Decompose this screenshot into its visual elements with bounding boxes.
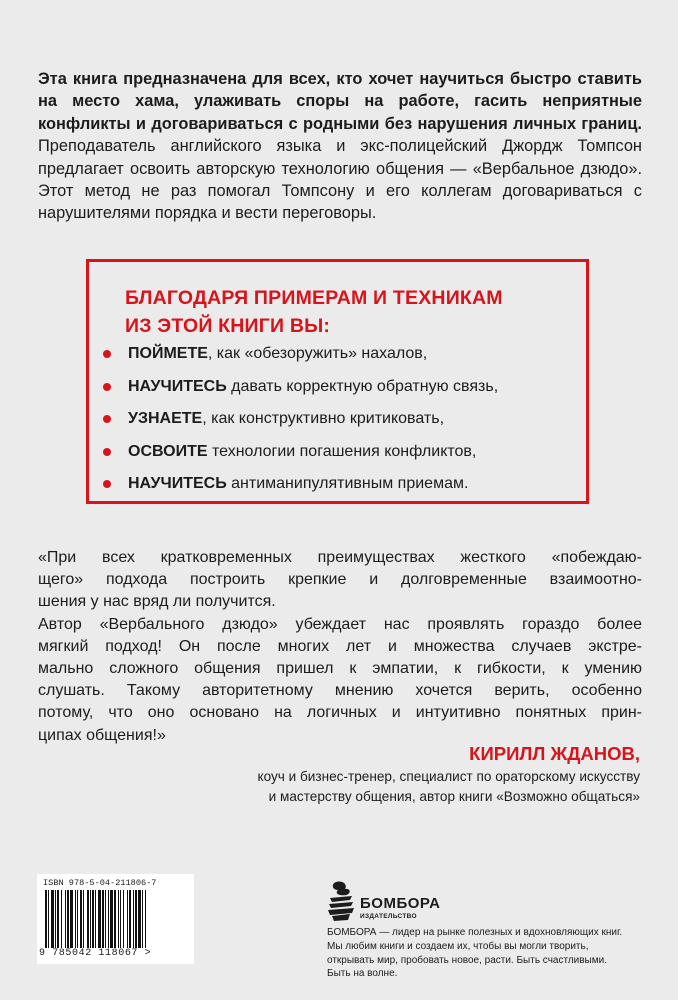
list-item-text: , как «обезоружить» нахалов,: [207, 345, 428, 362]
quote-line: Автор «Вербального дзюдо» убеждает нас проявлять гораздо более: [38, 615, 642, 633]
list-item: [103, 473, 583, 506]
isbn-number: ISBN 978-5-04-211806-7: [43, 878, 157, 888]
list-item-text: давать корректную обратную связь,: [226, 377, 499, 395]
list-item: [103, 343, 583, 376]
benefits-title-line-1: БЛАГОДАРЯ ПРИМЕРАМ И ТЕХНИКАМ: [125, 287, 503, 309]
list-item-text: антиманипулятивным приемам.: [226, 475, 469, 492]
quote-line: ципах общения!»: [38, 726, 166, 744]
quote-line: щего» подхода построить крепкие и долговременные взаимоотно-: [38, 571, 642, 589]
bullet-icon: [103, 480, 111, 488]
list-item: [103, 376, 583, 409]
list-item: [103, 408, 583, 441]
benefits-title-line-2: ИЗ ЭТОЙ КНИГИ ВЫ:: [125, 315, 331, 337]
quote-author-description: [100, 767, 640, 806]
list-item-keyword: ПОЙМЕТЕ: [128, 345, 208, 362]
intro-paragraph: [38, 68, 642, 225]
list-item-keyword: ОСВОИТЕ: [128, 442, 208, 460]
publisher-tagline: БОМБОРА — лидер на рынке полезных и вдохновляющих книг. Мы любим книги и создаем их, чтобы вы могли творить, открывать мир, пробовать новое, расти. Быть счастливыми. Быть на волне.: [327, 927, 623, 980]
bullet-icon: [103, 415, 111, 423]
publisher-logo-subtitle: ИЗДАТЕЛЬСТВО: [360, 913, 417, 920]
quote-line: потому, что оно основано на логичных и интуитивно понятных прин-: [38, 704, 642, 722]
benefits-title: [125, 284, 585, 340]
author-desc-line: коуч и бизнес-тренер, специалист по ораторскому искусству: [257, 769, 640, 784]
list-item-text: , как конструктивно критиковать,: [202, 410, 445, 427]
list-item-keyword: УЗНАЕТЕ: [128, 410, 203, 427]
quote-line: шения у нас вряд ли получится.: [38, 593, 276, 611]
barcode-icon: [43, 890, 188, 948]
testimonial-quote: [38, 547, 642, 747]
quote-line: «При всех кратковременных преимуществах жесткого «побеждаю-: [38, 549, 642, 566]
author-desc-line: и мастерству общения, автор книги «Возможно общаться»: [268, 788, 640, 804]
bullet-icon: [103, 350, 111, 358]
intro-rest: Преподаватель английского языка и экс-полицейский Джордж Томпсон предлагает освоить авторскую технологию общения — «Вербальное дзюдо». Этот метод не раз помогал Томпсону и его коллегам договариваться с нарушителями порядка и вести переговоры.: [38, 137, 642, 223]
intro-lead: Эта книга предназначена для всех, кто хочет научиться быстро ставить на место хама, улаживать споры на работе, гасить неприятные конфликты и договариваться с родными без нарушения личных границ.: [38, 70, 642, 133]
quote-line: слушать. Такому авторитетному мнению хочется верить, особенно: [38, 682, 642, 700]
publisher-logo-icon: [326, 880, 356, 922]
publisher-logo-name: БОМБОРА: [360, 895, 441, 912]
list-item-text: технологии погашения конфликтов,: [207, 442, 477, 460]
quote-author: КИРИЛЛ ЖДАНОВ,: [469, 743, 640, 764]
benefits-list: [103, 343, 583, 506]
list-item-keyword: НАУЧИТЕСЬ: [128, 377, 227, 395]
barcode-block: [37, 874, 194, 964]
bullet-icon: [103, 448, 111, 456]
list-item-keyword: НАУЧИТЕСЬ: [128, 475, 227, 492]
list-item: [103, 441, 583, 474]
quote-line: мально сложного общения пришел к эмпатии, к гибкости, к умению: [38, 660, 642, 678]
bullet-icon: [103, 383, 111, 391]
quote-line: мягкий подход! Он после многих лет и множества случаев экстре-: [38, 637, 642, 655]
barcode-digits: 9 785042 118067 >: [39, 948, 152, 959]
